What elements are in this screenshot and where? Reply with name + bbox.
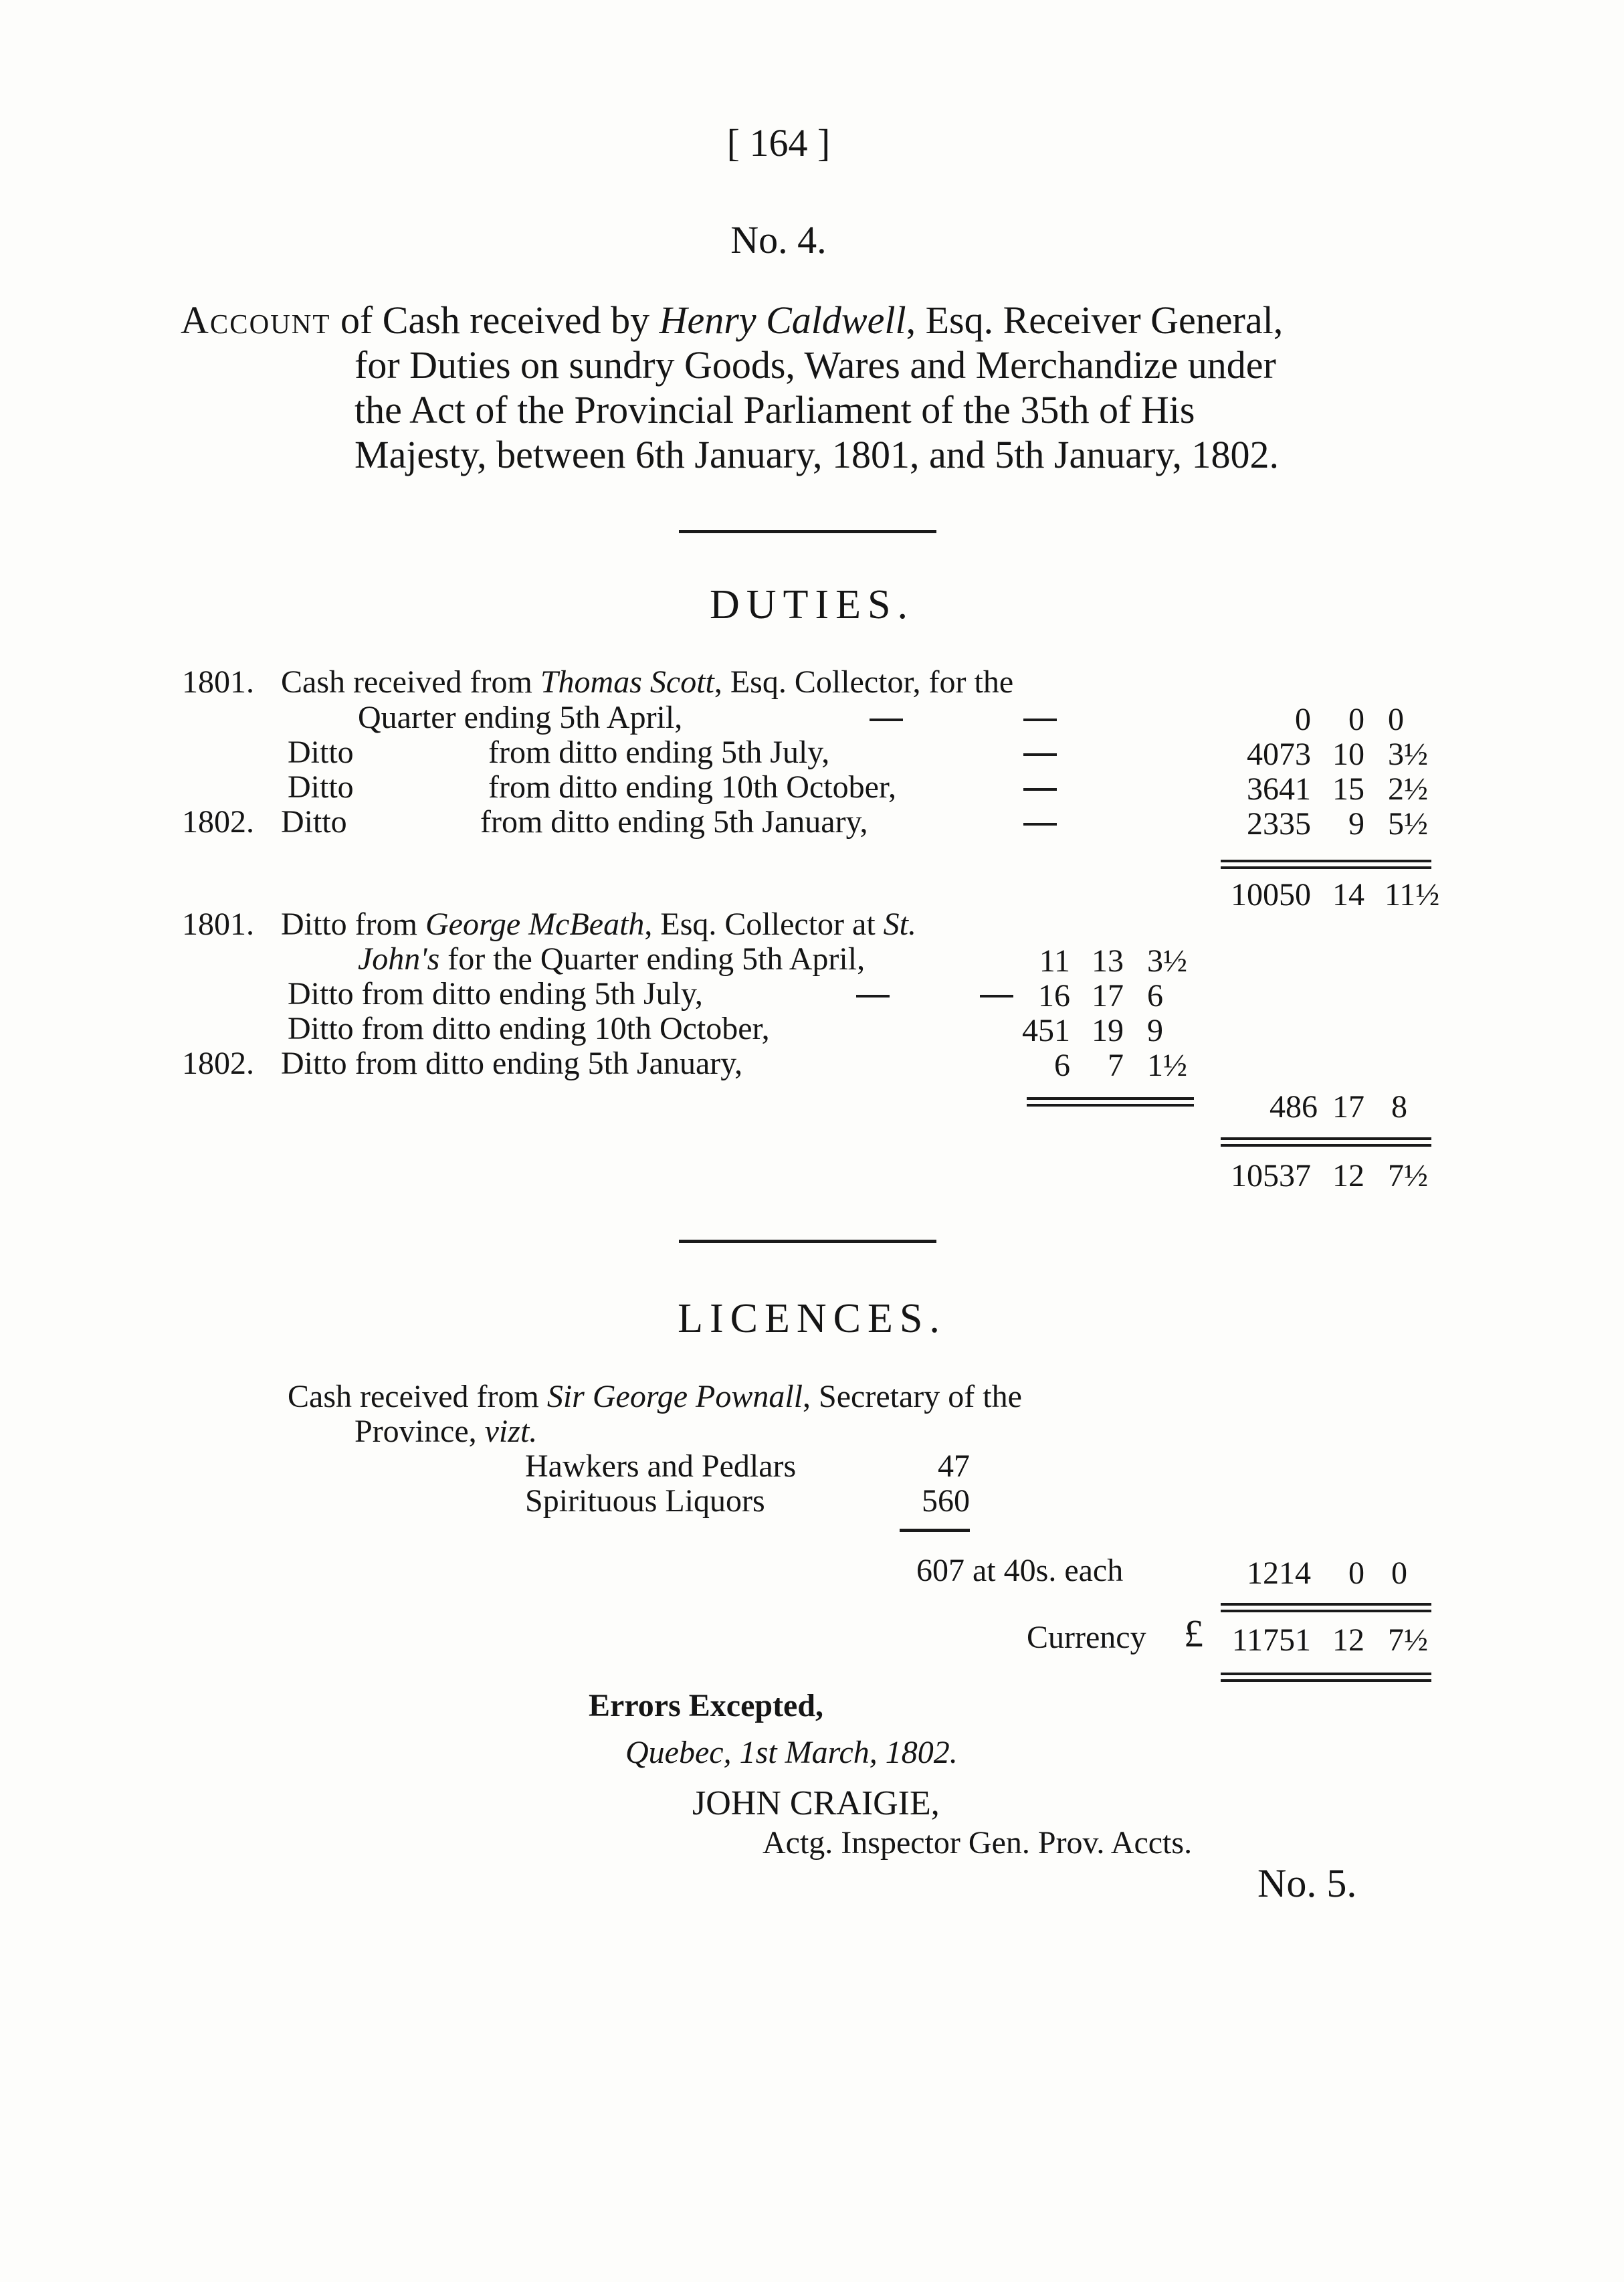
- sum-rule: [1221, 860, 1431, 869]
- heading-text-a: of Cash received by: [330, 298, 659, 342]
- catchword: No. 5.: [1257, 1861, 1357, 1905]
- licence-item-count: 560: [922, 1483, 970, 1519]
- scott-row-1-desc: from ditto ending 5th July,: [488, 735, 830, 770]
- sum-rule: [1221, 1603, 1431, 1612]
- document-number: No. 4.: [730, 218, 827, 262]
- amount-pence: 5½: [1388, 806, 1428, 842]
- amount-pence: 3½: [1388, 737, 1428, 772]
- mcbeath-text-c: St.: [883, 907, 917, 942]
- amount-shillings: 19: [1092, 1013, 1124, 1048]
- licences-amount-pounds: 1214: [1247, 1555, 1311, 1591]
- amount-pence: 6: [1147, 978, 1163, 1014]
- scott-row-2-desc: from ditto ending 10th October,: [488, 769, 896, 805]
- leader-dash: [1023, 788, 1057, 791]
- scott-text-b: , Esq. Collector, for the: [714, 664, 1014, 700]
- heading-text-b: , Esq. Receiver General,: [906, 298, 1284, 342]
- amount-shillings: 15: [1332, 771, 1364, 807]
- grand-total-rule: [1221, 1673, 1431, 1682]
- amount-pence: 9: [1147, 1013, 1163, 1048]
- scott-row-2-label: Ditto: [288, 769, 354, 805]
- amount-shillings: 7: [1108, 1048, 1124, 1083]
- heading-line-4: Majesty, between 6th January, 1801, and 5th January, 1802.: [354, 433, 1280, 476]
- place-date: Quebec, 1st March, 1802.: [625, 1735, 958, 1770]
- amount-pounds: 3641: [1247, 771, 1311, 807]
- place-name: John's: [358, 941, 440, 977]
- heading-line-2: for Duties on sundry Goods, Wares and Merchandize under: [354, 343, 1276, 387]
- amount-pounds: 2335: [1247, 806, 1311, 842]
- mcbeath-row-3: Ditto from ditto ending 10th October,: [288, 1011, 770, 1046]
- licences-amount-shillings: 0: [1348, 1555, 1364, 1591]
- licences-text-a: Cash received from: [288, 1379, 547, 1414]
- collector-name-scott: Thomas Scott: [540, 664, 714, 700]
- amount-pounds: 4073: [1247, 737, 1311, 772]
- amount-shillings: 13: [1092, 943, 1124, 979]
- scott-line-2: Quarter ending 5th April,: [358, 700, 683, 735]
- scott-year-1801: 1801.: [182, 664, 254, 700]
- duties-title: DUTIES.: [710, 582, 914, 628]
- leader-dash: [870, 719, 903, 721]
- licences-summary: 607 at 40s. each: [916, 1553, 1124, 1588]
- sum-rule: [1221, 1137, 1431, 1147]
- leader-dash: [856, 995, 890, 997]
- mcbeath-row-4: Ditto from ditto ending 5th January,: [281, 1046, 743, 1081]
- mcbeath-text-b: , Esq. Collector at: [644, 907, 884, 942]
- leader-dash: [1023, 823, 1057, 826]
- heading-line-1: [181, 298, 1283, 343]
- amount-pounds: 0: [1295, 702, 1311, 737]
- mcbeath-subtotal-pounds: 486: [1270, 1089, 1318, 1125]
- duties-total-pence: 7½: [1388, 1158, 1428, 1194]
- licence-item-label: Spirituous Liquors: [525, 1483, 765, 1519]
- sum-rule: [1027, 1097, 1194, 1107]
- amount-pence: 1½: [1147, 1048, 1187, 1083]
- errors-excepted: Errors Excepted,: [589, 1688, 824, 1723]
- licences-line-2: [354, 1412, 537, 1452]
- mcbeath-text-a: Ditto from: [281, 907, 425, 942]
- amount-pence: 2½: [1388, 771, 1428, 807]
- heading-line-3: the Act of the Provincial Parliament of the 35th of His: [354, 388, 1195, 432]
- scott-row-3-desc: from ditto ending 5th January,: [480, 804, 868, 840]
- mcbeath-row-2: Ditto from ditto ending 5th July,: [288, 976, 703, 1012]
- licences-text-b: , Secretary of the: [803, 1379, 1022, 1414]
- amount-pounds: 451: [1022, 1013, 1070, 1048]
- duties-total-pounds: 10537: [1231, 1158, 1311, 1194]
- scott-text-a: Cash received from: [281, 664, 540, 700]
- grand-total-pounds: 11751: [1231, 1622, 1311, 1658]
- duties-total-shillings: 12: [1332, 1158, 1364, 1194]
- amount-pounds: 11: [1039, 943, 1070, 979]
- mcbeath-subtotal-shillings: 17: [1332, 1089, 1364, 1125]
- sum-rule: [900, 1529, 970, 1532]
- scott-subtotal-shillings: 14: [1332, 877, 1364, 913]
- licences-amount-pence: 0: [1391, 1555, 1407, 1591]
- scott-year-1802: 1802.: [182, 804, 254, 840]
- licences-title: LICENCES.: [678, 1296, 946, 1341]
- mcbeath-subtotal-pence: 8: [1391, 1089, 1407, 1125]
- scott-subtotal-pounds: 10050: [1231, 877, 1311, 913]
- pound-symbol: £: [1184, 1612, 1203, 1655]
- grand-total-pence: 7½: [1388, 1622, 1428, 1658]
- amount-pounds: 16: [1038, 978, 1070, 1014]
- section-divider: [679, 1240, 936, 1243]
- scott-row-1-label: Ditto: [288, 735, 354, 770]
- amount-pounds: 6: [1054, 1048, 1070, 1083]
- mcbeath-year-1801: 1801.: [182, 907, 254, 942]
- currency-label: Currency: [1027, 1620, 1146, 1655]
- amount-pence: 3½: [1147, 943, 1187, 979]
- scott-subtotal-pence: 11½: [1385, 877, 1440, 913]
- mcbeath-line-1: [281, 905, 916, 945]
- mcbeath-line-2-text: for the Quarter ending 5th April,: [439, 941, 866, 977]
- amount-shillings: 9: [1348, 806, 1364, 842]
- amount-shillings: 0: [1348, 702, 1364, 737]
- vizt-label: vizt.: [484, 1414, 538, 1449]
- licence-item-label: Hawkers and Pedlars: [525, 1448, 797, 1484]
- amount-shillings: 17: [1092, 978, 1124, 1014]
- secretary-name: Sir George Pownall: [546, 1379, 803, 1414]
- signatory-title: Actg. Inspector Gen. Prov. Accts.: [763, 1825, 1193, 1861]
- amount-pence: 0: [1388, 702, 1404, 737]
- signatory-name: JOHN CRAIGIE,: [692, 1784, 940, 1822]
- page-number: [ 164 ]: [726, 121, 831, 165]
- licences-line-1: [288, 1377, 1022, 1417]
- licences-line-2-text: Province,: [354, 1414, 485, 1449]
- mcbeath-line-2: [358, 939, 865, 979]
- leader-dash: [1023, 753, 1057, 756]
- receiver-name: Henry Caldwell: [659, 298, 906, 342]
- heading-lead: Account: [181, 298, 331, 342]
- scott-row-3-label: Ditto: [281, 804, 347, 840]
- collector-name-mcbeath: George McBeath: [425, 907, 645, 942]
- amount-shillings: 10: [1332, 737, 1364, 772]
- section-divider: [679, 530, 936, 533]
- scott-line-1: [281, 662, 1013, 702]
- licence-item-count: 47: [938, 1448, 970, 1484]
- leader-dash: [1023, 719, 1057, 721]
- grand-total-shillings: 12: [1332, 1622, 1364, 1658]
- mcbeath-year-1802: 1802.: [182, 1046, 254, 1081]
